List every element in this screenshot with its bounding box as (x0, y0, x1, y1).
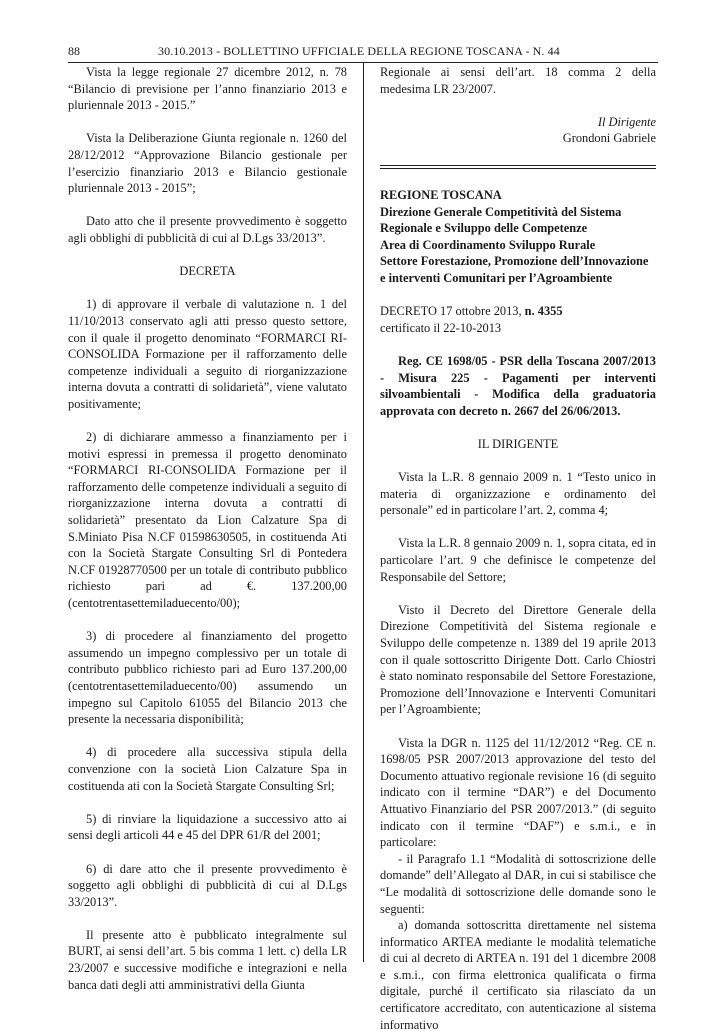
decree-subject: Reg. CE 1698/05 - PSR della Toscana 2007/2013 - Misura 225 - Pagamenti per interventi silvoambientali - Modifica della graduatoria approvata con decreto n. 2667 del 26/06/2013. (380, 353, 656, 418)
paragraph: Visto il Decreto del Direttore Generale della Direzione Competitività del Sistema regionale e Sviluppo delle competenze n. 1389 del 19 aprile 2013 con il quale sottoscritto Dirigente Dott. Carlo Chiostri è stato nominato responsabile del Settore Forestazione, Promozione dell’Innovazione e Interventi Comunitari per l’Agroambiente; (380, 602, 656, 717)
paragraph: 2) di dichiarare ammesso a finanziamento per i motivi espressi in premessa il progetto denominato “FORMARCI RI-CONSOLIDA Formazione per il rafforzamento delle competenze individuali a seguito di riorganizzazione interna dovuta a contratti di solidarietà” presentato da Lion Calzature Spa di S.Miniato Pisa N.CF 01598630505, in costituenda Ati con la Società Stargate Consulting Srl di Pontedera N.CF 01928770500 per un totale di contributo pubblico richiesto pari ad €. 137.200,00 (centotrentasettemiladuecento/00); (68, 430, 347, 610)
issuer-directorate: Direzione Generale Competitività del Sistema Regionale e Sviluppo delle Competenze (380, 204, 622, 236)
paragraph: Vista la L.R. 8 gennaio 2009 n. 1, sopra citata, ed in particolare l’art. 9 che definisce le competenze del Responsabile del Settore; (380, 536, 656, 584)
paragraph: Vista la DGR n. 1125 del 11/12/2012 “Reg. CE n. 1698/05 PSR 2007/2013 approvazione del testo del Documento attuativo regionale revisione 16 (di seguito indicato con il termine “DAR”) e del Documento Attuativo Finanziario del PSR 2007/2013.” (di seguito indicato con il termine “DAF”) e s.m.i., e in particolare: (380, 735, 656, 850)
decree-number: n. 4355 (524, 304, 563, 319)
signature-role: Il Dirigente (597, 114, 656, 129)
il-dirigente-heading: IL DIRIGENTE (477, 436, 559, 451)
paragraph: 4) di procedere alla successiva stipula della convenzione con la società Lion Calzature Spa in costituenda ati con la Società Stargate Consulting Srl; (68, 745, 347, 793)
issuer-sector: Settore Forestazione, Promozione dell’Innovazione e interventi Comunitari per l’Agroambiente (380, 254, 649, 285)
signature-name: Grondoni Gabriele (562, 131, 656, 146)
paragraph: 5) di rinviare la liquidazione a successivo atto ai sensi degli articoli 44 e 45 del DPR 61/R del 2001; (68, 811, 347, 843)
certification-date: certificato il 22-10-2013 (380, 320, 502, 335)
decree-date: DECRETO 17 ottobre 2013, (380, 304, 525, 319)
paragraph: 6) di dare atto che il presente provvedimento è soggetto agli obblighi di pubblicità di cui al D.Lgs 33/2013”. (68, 861, 347, 909)
right-column (380, 64, 656, 1033)
left-column (68, 64, 347, 993)
paragraph: a) domanda sottoscritta direttamente nel sistema informatico ARTEA mediante le modalità telematiche di cui al decreto di ARTEA n. 191 del 1 dicembre 2008 e s.m.i., con firma elettronica qualificata o firma digitale, purché il certificato sia rilasciato da un certificatore accreditato, con autenticazione al sistema informativo (380, 918, 656, 1032)
decree-line (380, 303, 656, 320)
decreta-heading: DECRETA (179, 264, 236, 279)
issuer-region: REGIONE TOSCANA (380, 187, 502, 202)
paragraph: Regionale ai sensi dell’art. 18 comma 2 della medesima LR 23/2007. (380, 65, 656, 96)
paragraph: Dato atto che il presente provvedimento è soggetto agli obblighi di pubblicità di cui al D.Lgs 33/2013”. (68, 214, 347, 245)
page-number: 88 (68, 44, 80, 58)
column-divider (363, 62, 364, 962)
paragraph: 3) di procedere al finanziamento del progetto assumendo un impegno complessivo per un totale di contributo pubblico richiesto pari ad Euro 137.200,00 (centotrentasettemiladuecento/00) assumendo un impegno sul Capitolo 61055 del Bilancio 2013 che presente la necessaria disponibilità; (68, 629, 347, 727)
paragraph: Vista la Deliberazione Giunta regionale n. 1260 del 28/12/2012 “Approvazione Bilancio gestionale per l’esercizio finanziario 2013 e Bilancio gestionale pluriennale 2013 - 2015”; (68, 131, 347, 196)
bulletin-title: 30.10.2013 - BOLLETTINO UFFICIALE DELLA REGIONE TOSCANA - N. 44 (158, 44, 560, 58)
paragraph: Vista la legge regionale 27 dicembre 2012, n. 78 “Bilancio di previsione per l’anno finanziario 2013 e pluriennale 2013 - 2015.” (68, 65, 347, 113)
paragraph: 1) di approvare il verbale di valutazione n. 1 del 11/10/2013 conservato agli atti presso questo settore, con il quale il progetto denominato “FORMARCI RI-CONSOLIDA Formazione per il rafforzamento delle competenze individuali a seguito di riorganizzazione interna dovuta a contratti di solidarietà”, viene valutato positivamente; (68, 297, 347, 411)
paragraph: Vista la L.R. 8 gennaio 2009 n. 1 “Testo unico in materia di organizzazione e ordinamento del personale” ed in particolare l’art. 2, comma 4; (380, 470, 656, 518)
issuer-area: Area di Coordinamento Sviluppo Rurale (380, 237, 596, 252)
paragraph: - il Paragrafo 1.1 “Modalità di sottoscrizione delle domande” dell’Allegato al DAR, in cui si stabilisce che “Le modalità di sottoscrizione delle domande sono le seguenti: (380, 851, 656, 916)
section-separator (380, 165, 656, 169)
page-header (68, 44, 658, 60)
paragraph: Il presente atto è pubblicato integralmente sul BURT, ai sensi dell’art. 5 bis comma 1 lett. c) della LR 23/2007 e successive modifiche e integrazioni e nella banca dati degli atti amministrativi della Giunta (68, 927, 347, 992)
